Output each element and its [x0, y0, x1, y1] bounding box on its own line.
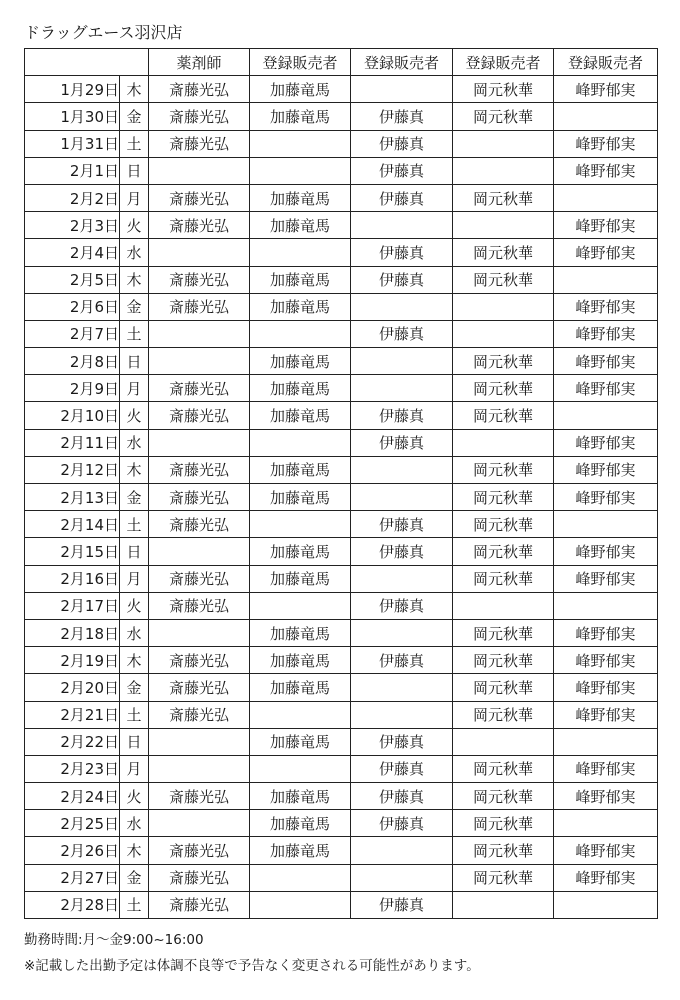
staff-cell: 加藤竜馬 — [250, 647, 351, 674]
table-row — [25, 810, 658, 837]
staff-cell: 斎藤光弘 — [149, 456, 250, 483]
staff-cell: 伊藤真 — [351, 429, 453, 456]
weekday-cell: 木 — [120, 456, 149, 483]
table-row — [25, 375, 658, 402]
staff-cell: 加藤竜馬 — [250, 103, 351, 130]
staff-cell: 斎藤光弘 — [149, 293, 250, 320]
staff-cell: 岡元秋華 — [453, 647, 554, 674]
weekday-cell: 木 — [120, 76, 149, 103]
date-cell: 2月6日 — [25, 293, 120, 320]
staff-cell: 加藤竜馬 — [250, 76, 351, 103]
table-row — [25, 755, 658, 782]
staff-cell — [453, 592, 554, 619]
staff-cell — [250, 891, 351, 918]
staff-cell — [351, 212, 453, 239]
staff-cell — [351, 864, 453, 891]
staff-cell: 岡元秋華 — [453, 348, 554, 375]
weekday-cell: 水 — [120, 429, 149, 456]
weekday-cell: 火 — [120, 402, 149, 429]
staff-cell: 峰野郁実 — [554, 565, 658, 592]
staff-cell: 峰野郁実 — [554, 157, 658, 184]
table-row — [25, 320, 658, 347]
staff-cell — [554, 103, 658, 130]
staff-cell — [554, 402, 658, 429]
table-row — [25, 891, 658, 918]
staff-cell: 斎藤光弘 — [149, 266, 250, 293]
staff-cell — [554, 592, 658, 619]
staff-cell — [351, 348, 453, 375]
weekday-cell: 日 — [120, 538, 149, 565]
staff-cell: 斎藤光弘 — [149, 130, 250, 157]
date-cell: 2月15日 — [25, 538, 120, 565]
staff-cell: 岡元秋華 — [453, 375, 554, 402]
date-cell: 2月27日 — [25, 864, 120, 891]
staff-cell: 斎藤光弘 — [149, 511, 250, 538]
staff-cell — [351, 484, 453, 511]
staff-cell — [351, 837, 453, 864]
staff-cell: 加藤竜馬 — [250, 184, 351, 211]
weekday-cell: 日 — [120, 728, 149, 755]
date-cell: 2月23日 — [25, 755, 120, 782]
staff-cell: 岡元秋華 — [453, 511, 554, 538]
date-cell: 2月25日 — [25, 810, 120, 837]
table-row — [25, 837, 658, 864]
staff-cell: 加藤竜馬 — [250, 783, 351, 810]
staff-cell — [351, 76, 453, 103]
staff-cell — [351, 674, 453, 701]
weekday-cell: 金 — [120, 864, 149, 891]
staff-cell: 加藤竜馬 — [250, 456, 351, 483]
date-cell: 2月5日 — [25, 266, 120, 293]
staff-cell: 斎藤光弘 — [149, 375, 250, 402]
schedule-body — [25, 76, 658, 919]
staff-cell: 峰野郁実 — [554, 647, 658, 674]
weekday-cell: 日 — [120, 348, 149, 375]
weekday-cell: 木 — [120, 266, 149, 293]
header-registered-seller-4: 登録販売者 — [554, 49, 658, 76]
staff-cell: 斎藤光弘 — [149, 837, 250, 864]
staff-cell: 斎藤光弘 — [149, 565, 250, 592]
staff-cell — [149, 538, 250, 565]
table-row — [25, 76, 658, 103]
staff-cell — [554, 891, 658, 918]
staff-cell: 加藤竜馬 — [250, 293, 351, 320]
weekday-cell: 土 — [120, 320, 149, 347]
weekday-cell: 木 — [120, 647, 149, 674]
date-cell: 2月21日 — [25, 701, 120, 728]
date-cell: 2月7日 — [25, 320, 120, 347]
staff-cell — [149, 810, 250, 837]
table-row — [25, 266, 658, 293]
staff-cell: 斎藤光弘 — [149, 76, 250, 103]
staff-cell — [554, 728, 658, 755]
disclaimer-note: ※記載した出勤予定は体調不良等で予告なく変更される可能性があります。 — [24, 958, 480, 974]
staff-cell — [149, 239, 250, 266]
staff-cell — [453, 728, 554, 755]
staff-cell: 岡元秋華 — [453, 184, 554, 211]
staff-cell: 岡元秋華 — [453, 810, 554, 837]
weekday-cell: 土 — [120, 130, 149, 157]
working-hours-note: 勤務時間:月～金9:00~16:00 — [24, 932, 204, 948]
weekday-cell: 月 — [120, 565, 149, 592]
staff-cell: 加藤竜馬 — [250, 674, 351, 701]
date-cell: 2月24日 — [25, 783, 120, 810]
date-cell: 2月26日 — [25, 837, 120, 864]
staff-cell — [149, 728, 250, 755]
weekday-cell: 日 — [120, 157, 149, 184]
table-row — [25, 619, 658, 646]
table-row — [25, 239, 658, 266]
staff-cell: 伊藤真 — [351, 592, 453, 619]
date-cell: 2月28日 — [25, 891, 120, 918]
staff-cell: 岡元秋華 — [453, 701, 554, 728]
staff-cell: 峰野郁実 — [554, 212, 658, 239]
staff-cell: 伊藤真 — [351, 511, 453, 538]
table-row — [25, 293, 658, 320]
date-cell: 2月2日 — [25, 184, 120, 211]
staff-cell: 加藤竜馬 — [250, 375, 351, 402]
staff-schedule-table — [24, 48, 658, 919]
staff-cell — [250, 320, 351, 347]
staff-cell: 伊藤真 — [351, 538, 453, 565]
weekday-cell: 月 — [120, 184, 149, 211]
staff-cell: 伊藤真 — [351, 320, 453, 347]
header-registered-seller-2: 登録販売者 — [351, 49, 453, 76]
staff-cell: 斎藤光弘 — [149, 647, 250, 674]
weekday-cell: 水 — [120, 239, 149, 266]
table-row — [25, 103, 658, 130]
staff-cell: 峰野郁実 — [554, 538, 658, 565]
staff-cell: 峰野郁実 — [554, 701, 658, 728]
date-cell: 2月9日 — [25, 375, 120, 402]
date-cell: 2月19日 — [25, 647, 120, 674]
staff-cell: 峰野郁実 — [554, 375, 658, 402]
table-row — [25, 157, 658, 184]
staff-cell: 伊藤真 — [351, 783, 453, 810]
date-cell: 2月14日 — [25, 511, 120, 538]
date-cell: 1月29日 — [25, 76, 120, 103]
staff-cell — [554, 266, 658, 293]
staff-cell: 伊藤真 — [351, 266, 453, 293]
staff-cell: 岡元秋華 — [453, 864, 554, 891]
staff-cell: 峰野郁実 — [554, 755, 658, 782]
staff-cell — [250, 755, 351, 782]
table-row — [25, 484, 658, 511]
staff-cell — [351, 293, 453, 320]
table-row — [25, 538, 658, 565]
staff-cell: 峰野郁実 — [554, 674, 658, 701]
staff-cell — [453, 891, 554, 918]
store-title: ドラッグエース羽沢店 — [24, 23, 183, 42]
table-row — [25, 592, 658, 619]
date-cell: 2月20日 — [25, 674, 120, 701]
staff-cell — [351, 565, 453, 592]
staff-cell: 岡元秋華 — [453, 837, 554, 864]
weekday-cell: 土 — [120, 891, 149, 918]
table-row — [25, 429, 658, 456]
date-cell: 2月18日 — [25, 619, 120, 646]
staff-cell: 斎藤光弘 — [149, 484, 250, 511]
staff-cell: 峰野郁実 — [554, 76, 658, 103]
table-row — [25, 212, 658, 239]
staff-cell: 加藤竜馬 — [250, 565, 351, 592]
staff-cell: 岡元秋華 — [453, 103, 554, 130]
staff-cell: 斎藤光弘 — [149, 402, 250, 429]
staff-cell: 峰野郁実 — [554, 320, 658, 347]
staff-cell — [250, 239, 351, 266]
staff-cell — [453, 212, 554, 239]
staff-cell: 伊藤真 — [351, 184, 453, 211]
staff-cell: 峰野郁実 — [554, 130, 658, 157]
staff-cell — [250, 864, 351, 891]
staff-cell — [149, 755, 250, 782]
date-cell: 2月10日 — [25, 402, 120, 429]
staff-cell: 峰野郁実 — [554, 864, 658, 891]
table-row — [25, 565, 658, 592]
staff-cell — [453, 130, 554, 157]
staff-cell — [149, 348, 250, 375]
staff-cell — [351, 701, 453, 728]
staff-cell: 峰野郁実 — [554, 783, 658, 810]
weekday-cell: 土 — [120, 511, 149, 538]
staff-cell: 斎藤光弘 — [149, 212, 250, 239]
staff-cell: 加藤竜馬 — [250, 728, 351, 755]
staff-cell — [453, 293, 554, 320]
staff-cell: 岡元秋華 — [453, 402, 554, 429]
staff-cell: 峰野郁実 — [554, 348, 658, 375]
staff-cell — [149, 429, 250, 456]
staff-cell: 伊藤真 — [351, 810, 453, 837]
notes — [24, 927, 480, 979]
staff-cell: 岡元秋華 — [453, 239, 554, 266]
staff-cell: 岡元秋華 — [453, 674, 554, 701]
staff-cell — [554, 184, 658, 211]
staff-cell: 伊藤真 — [351, 755, 453, 782]
table-row — [25, 130, 658, 157]
staff-cell: 岡元秋華 — [453, 783, 554, 810]
staff-cell — [250, 701, 351, 728]
date-cell: 2月4日 — [25, 239, 120, 266]
date-cell: 2月12日 — [25, 456, 120, 483]
table-row — [25, 511, 658, 538]
staff-cell: 峰野郁実 — [554, 239, 658, 266]
staff-cell — [250, 157, 351, 184]
staff-cell — [554, 810, 658, 837]
table-header-row — [25, 49, 658, 76]
staff-cell: 峰野郁実 — [554, 429, 658, 456]
weekday-cell: 水 — [120, 619, 149, 646]
staff-cell: 加藤竜馬 — [250, 810, 351, 837]
staff-cell: 峰野郁実 — [554, 484, 658, 511]
date-cell: 2月16日 — [25, 565, 120, 592]
table-row — [25, 783, 658, 810]
weekday-cell: 土 — [120, 701, 149, 728]
staff-cell: 岡元秋華 — [453, 456, 554, 483]
date-cell: 1月31日 — [25, 130, 120, 157]
staff-cell — [149, 320, 250, 347]
table-row — [25, 701, 658, 728]
staff-cell — [554, 511, 658, 538]
staff-cell — [453, 157, 554, 184]
weekday-cell: 月 — [120, 375, 149, 402]
staff-cell: 岡元秋華 — [453, 538, 554, 565]
staff-cell: 伊藤真 — [351, 728, 453, 755]
staff-cell: 岡元秋華 — [453, 619, 554, 646]
staff-cell — [250, 511, 351, 538]
staff-cell: 斎藤光弘 — [149, 783, 250, 810]
weekday-cell: 木 — [120, 837, 149, 864]
staff-cell: 斎藤光弘 — [149, 103, 250, 130]
staff-cell: 峰野郁実 — [554, 293, 658, 320]
staff-cell: 峰野郁実 — [554, 619, 658, 646]
staff-cell: 斎藤光弘 — [149, 891, 250, 918]
weekday-cell: 火 — [120, 592, 149, 619]
staff-cell: 加藤竜馬 — [250, 484, 351, 511]
date-cell: 2月22日 — [25, 728, 120, 755]
weekday-cell: 金 — [120, 103, 149, 130]
staff-cell: 斎藤光弘 — [149, 864, 250, 891]
weekday-cell: 月 — [120, 755, 149, 782]
date-cell: 2月13日 — [25, 484, 120, 511]
staff-cell: 岡元秋華 — [453, 76, 554, 103]
table-row — [25, 728, 658, 755]
staff-cell: 伊藤真 — [351, 647, 453, 674]
staff-cell — [149, 157, 250, 184]
staff-cell: 加藤竜馬 — [250, 538, 351, 565]
staff-cell: 加藤竜馬 — [250, 402, 351, 429]
staff-cell: 峰野郁実 — [554, 837, 658, 864]
date-cell: 2月11日 — [25, 429, 120, 456]
staff-cell: 峰野郁実 — [554, 456, 658, 483]
staff-cell: 加藤竜馬 — [250, 619, 351, 646]
staff-cell — [250, 130, 351, 157]
staff-cell: 斎藤光弘 — [149, 701, 250, 728]
staff-cell: 伊藤真 — [351, 130, 453, 157]
table-row — [25, 864, 658, 891]
staff-cell: 加藤竜馬 — [250, 212, 351, 239]
date-cell: 2月17日 — [25, 592, 120, 619]
header-registered-seller-1: 登録販売者 — [250, 49, 351, 76]
table-row — [25, 184, 658, 211]
weekday-cell: 火 — [120, 212, 149, 239]
staff-cell: 岡元秋華 — [453, 755, 554, 782]
staff-cell — [351, 456, 453, 483]
table-row — [25, 456, 658, 483]
staff-cell: 伊藤真 — [351, 891, 453, 918]
staff-cell — [250, 592, 351, 619]
table-row — [25, 647, 658, 674]
staff-cell: 斎藤光弘 — [149, 184, 250, 211]
weekday-cell: 金 — [120, 293, 149, 320]
staff-cell: 伊藤真 — [351, 103, 453, 130]
table-row — [25, 348, 658, 375]
staff-cell: 伊藤真 — [351, 157, 453, 184]
staff-cell — [453, 320, 554, 347]
staff-cell: 斎藤光弘 — [149, 674, 250, 701]
date-cell: 1月30日 — [25, 103, 120, 130]
staff-cell: 伊藤真 — [351, 239, 453, 266]
staff-cell: 加藤竜馬 — [250, 837, 351, 864]
staff-cell — [250, 429, 351, 456]
staff-cell: 加藤竜馬 — [250, 266, 351, 293]
date-cell: 2月3日 — [25, 212, 120, 239]
table-row — [25, 402, 658, 429]
staff-cell: 加藤竜馬 — [250, 348, 351, 375]
staff-cell: 岡元秋華 — [453, 484, 554, 511]
table-row — [25, 674, 658, 701]
staff-cell — [453, 429, 554, 456]
weekday-cell: 水 — [120, 810, 149, 837]
staff-cell: 岡元秋華 — [453, 266, 554, 293]
weekday-cell: 火 — [120, 783, 149, 810]
header-registered-seller-3: 登録販売者 — [453, 49, 554, 76]
staff-cell — [351, 619, 453, 646]
weekday-cell: 金 — [120, 674, 149, 701]
header-pharmacist: 薬剤師 — [149, 49, 250, 76]
staff-cell — [149, 619, 250, 646]
staff-cell — [351, 375, 453, 402]
date-cell: 2月8日 — [25, 348, 120, 375]
staff-cell: 斎藤光弘 — [149, 592, 250, 619]
header-date-cell — [25, 49, 149, 76]
weekday-cell: 金 — [120, 484, 149, 511]
staff-cell: 伊藤真 — [351, 402, 453, 429]
date-cell: 2月1日 — [25, 157, 120, 184]
staff-cell: 岡元秋華 — [453, 565, 554, 592]
